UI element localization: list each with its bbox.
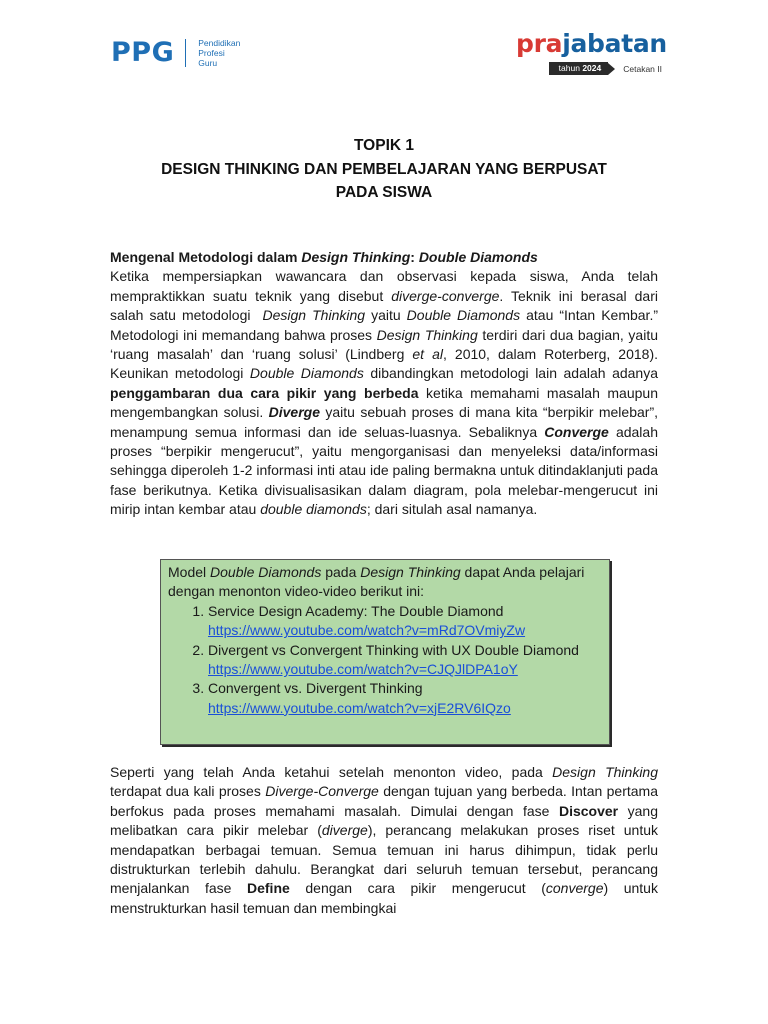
video-links-box bbox=[160, 559, 610, 745]
ppg-logo-subtitle bbox=[198, 38, 240, 68]
video-list bbox=[168, 602, 601, 718]
section-heading: Mengenal Metodologi dalam Design Thinking: Double Diamonds bbox=[110, 249, 538, 265]
video-list-item bbox=[208, 602, 601, 641]
video-link[interactable]: https://www.youtube.com/watch?v=xjE2RV6IQzo bbox=[208, 699, 511, 716]
prajabatan-suffix: jabatan bbox=[562, 29, 667, 58]
prajabatan-edition-row bbox=[516, 62, 662, 75]
title-line: DESIGN THINKING DAN PEMBELAJARAN YANG BERPUSAT bbox=[161, 160, 607, 178]
ppg-subtitle-line: Pendidikan bbox=[198, 38, 241, 48]
ppg-logo bbox=[111, 38, 240, 68]
video-link[interactable]: https://www.youtube.com/watch?v=mRd7OVmiyZw bbox=[208, 622, 526, 639]
prajabatan-logo bbox=[516, 29, 667, 75]
title-line: PADA SISWA bbox=[335, 184, 433, 201]
box-intro: Model Double Diamonds pada Design Thinking dapat Anda pelajari dengan menonton video-video berikut ini: bbox=[168, 564, 585, 600]
body-paragraph: Ketika mempersiapkan wawancara dan observasi kepada siswa, Anda telah mempraktikkan suatu teknik yang disebut diverge-converge. Teknik ini berasal dari salah satu metodologi Design Thinking yaitu Double Diamonds atau “Intan Kembar.” Metodologi ini memandang bahwa proses Design Thinking terdiri dari dua bagian, yaitu ‘ruang masalah’ dan ‘ruang solusi’ (Lindberg et al, 2010, dalam Roterberg, 2018). Keunikan metodologi Double Diamonds dibandingkan metodologi lain adalah adanya penggambaran dua cara pikir yang berbeda ketika memahami masalah maupun mengembangkan solusi. Diverge yaitu sebuah proses di mana kita “berpikir melebar”, menampung semua informasi dan ide seluas-luasnya. Sebaliknya Converge adalah proses “berpikir mengerucut”, yaitu mengorganisasi dan menyeleksi data/informasi sehingga diperoleh 1-2 informasi inti atau ide paling bermakna untuk ditindaklanjuti pada fase berikutnya. Ketika divisualisasikan dalam diagram, pola melebar-mengerucut ini mirip intan kembar atau double diamonds; dari situlah asal namanya. bbox=[110, 268, 659, 518]
continuation-section bbox=[110, 763, 658, 918]
edition-label: Cetakan II bbox=[623, 63, 662, 74]
video-list-item bbox=[208, 679, 601, 718]
body-paragraph: Seperti yang telah Anda ketahui setelah menonton video, pada Design Thinking terdapat dua kali proses Diverge-Converge dengan tujuan yang berbeda. Intan pertama berfokus pada proses memahami masalah. Dimulai dengan fase Discover yang melibatkan cara pikir melebar (diverge), perancang melakukan proses riset untuk mendapatkan berbagai temuan. Semua temuan ini harus dihimpun, tidak perlu distrukturkan terlebih dahulu. Berangkat dari seluruh temuan tersebut, perancang menjalankan fase Define dengan cara pikir mengerucut (converge) untuk menstrukturkan hasil temuan dan membingkai bbox=[110, 764, 658, 916]
page-title bbox=[100, 134, 668, 205]
year-badge bbox=[549, 62, 609, 75]
title-line: TOPIK 1 bbox=[353, 137, 414, 154]
prajabatan-prefix: pra bbox=[516, 29, 563, 58]
logo-divider bbox=[185, 39, 186, 67]
year-badge-arrow bbox=[608, 63, 615, 75]
ppg-subtitle-line: Profesi bbox=[198, 48, 225, 58]
video-list-item bbox=[208, 641, 601, 680]
video-link[interactable]: https://www.youtube.com/watch?v=CJQJlDPA1oY bbox=[208, 661, 518, 678]
year-value: 2024 bbox=[582, 63, 602, 73]
ppg-logo-text: PPG bbox=[111, 37, 175, 68]
prajabatan-wordmark bbox=[516, 29, 667, 58]
intro-section bbox=[110, 248, 658, 520]
video-title: Divergent vs Convergent Thinking with UX Double Diamond bbox=[208, 641, 579, 658]
video-title: Convergent vs. Divergent Thinking bbox=[208, 680, 423, 697]
video-title: Service Design Academy: The Double Diamond bbox=[208, 602, 504, 619]
ppg-subtitle-line: Guru bbox=[198, 58, 218, 68]
year-label: tahun bbox=[558, 63, 580, 73]
